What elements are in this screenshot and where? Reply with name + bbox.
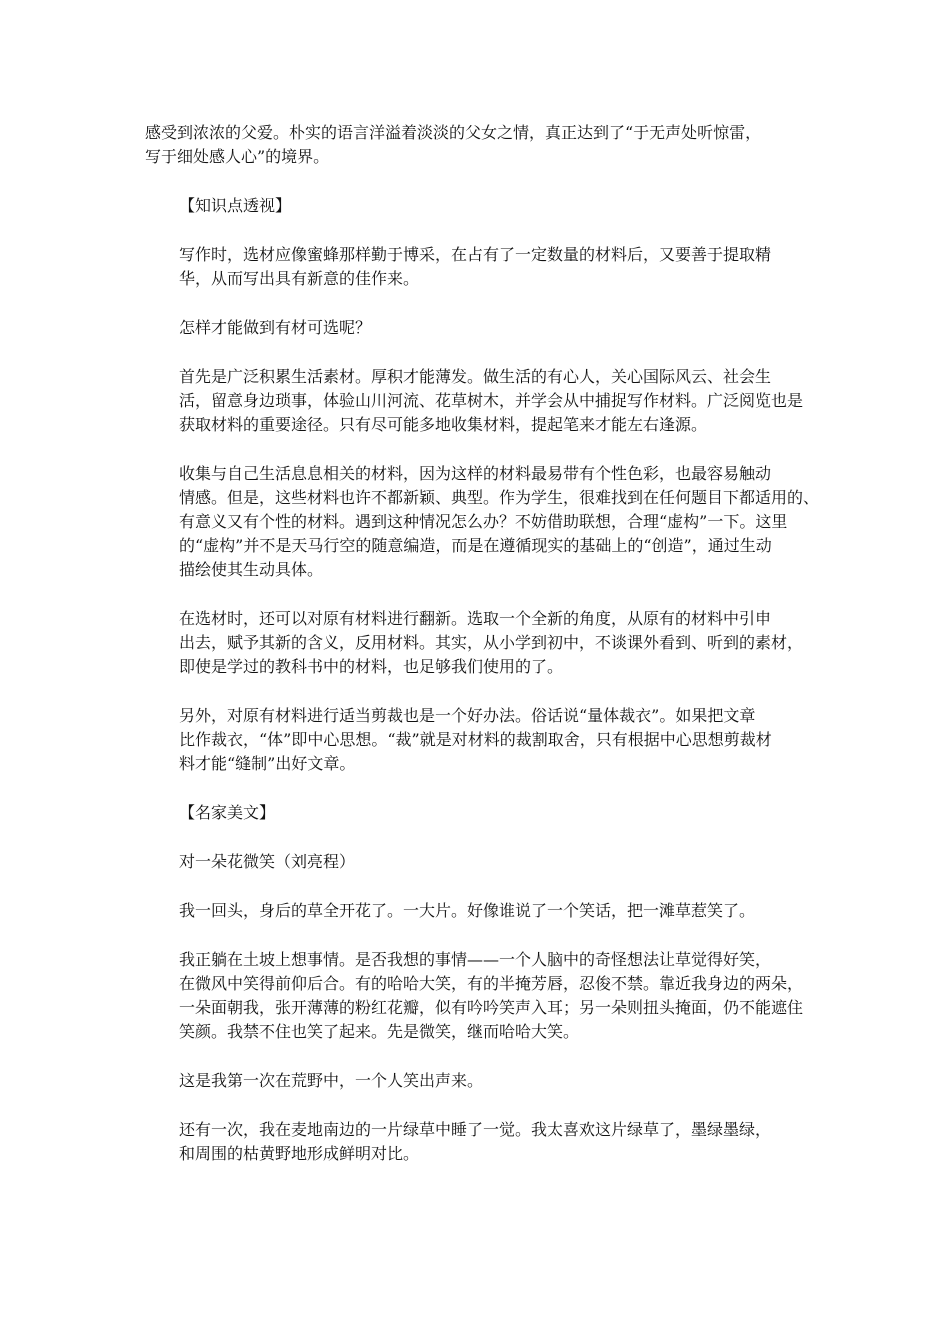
text-line: 料才能“缝制”出好文章。 [179, 754, 356, 773]
paragraph [145, 850, 810, 874]
text-line: 出去，赋予其新的含义，反用材料。其实，从小学到初中，不谈课外看到、听到的素材， [179, 633, 804, 652]
text-line: 和周围的枯黄野地形成鲜明对比。 [179, 1144, 420, 1163]
text-line: 活，留意身边琐事，体验山川河流、花草树木，并学会从中捕捉写作材料。广泛阅览也是 [179, 391, 804, 410]
paragraph [145, 462, 820, 582]
text-line: 写于细处感人心”的境界。 [145, 147, 330, 166]
text-line: 在微风中笑得前仰后合。有的哈哈大笑，有的半掩芳唇，忍俊不禁。靠近我身边的两朵， [179, 974, 804, 993]
paragraph [145, 316, 810, 340]
text-line: 【名家美文】 [179, 803, 276, 822]
text-line: 在选材时，还可以对原有材料进行翻新。选取一个全新的角度，从原有的材料中引申 [179, 609, 772, 628]
text-line: 对一朵花微笑（刘亮程） [179, 852, 356, 871]
paragraph [145, 801, 810, 825]
text-line: 获取材料的重要途径。只有尽可能多地收集材料，提起笔来才能左右逢源。 [179, 415, 708, 434]
paragraph [145, 1069, 810, 1093]
text-line: 我正躺在土坡上想事情。是否我想的事情——一个人脑中的奇怪想法让草觉得好笑， [179, 950, 772, 969]
paragraph [145, 899, 810, 923]
paragraph [145, 365, 810, 437]
paragraph [145, 194, 810, 218]
text-line: 有意义又有个性的材料。遇到这种情况怎么办？不妨借助联想，合理“虚构”一下。这里 [179, 512, 788, 531]
paragraph [145, 243, 810, 291]
paragraph [145, 1118, 810, 1166]
text-line: 一朵面朝我，张开薄薄的粉红花瓣，似有吟吟笑声入耳；另一朵则扭头掩面，仍不能遮住 [179, 998, 804, 1017]
text-line: 的“虚构”并不是天马行空的随意编造，而是在遵循现实的基础上的“创造”，通过生动 [179, 536, 772, 555]
text-line: 首先是广泛积累生活素材。厚积才能薄发。做生活的有心人，关心国际风云、社会生 [179, 367, 772, 386]
text-line: 笑颜。我禁不住也笑了起来。先是微笑，继而哈哈大笑。 [179, 1022, 580, 1041]
paragraph [145, 704, 810, 776]
paragraph [145, 607, 810, 679]
text-line: 情感。但是，这些材料也许不都新颖、典型。作为学生，很难找到在任何题目下都适用的、 [179, 488, 820, 507]
text-line: 我一回头，身后的草全开花了。一大片。好像谁说了一个笑话，把一滩草惹笑了。 [179, 901, 756, 920]
text-line: 【知识点透视】 [179, 196, 292, 215]
text-line: 华，从而写出具有新意的佳作来。 [179, 269, 420, 288]
text-line: 另外，对原有材料进行适当剪裁也是一个好办法。俗话说“量体裁衣”。如果把文章 [179, 706, 756, 725]
paragraph [145, 121, 810, 169]
text-line: 这是我第一次在荒野中，一个人笑出声来。 [179, 1071, 484, 1090]
text-line: 收集与自己生活息息相关的材料，因为这样的材料最易带有个性色彩，也最容易触动 [179, 464, 772, 483]
text-line: 怎样才能做到有材可选呢？ [179, 318, 372, 337]
text-line: 即使是学过的教科书中的材料，也足够我们使用的了。 [179, 657, 564, 676]
paragraph [145, 948, 810, 1044]
text-line: 比作裁衣，“体”即中心思想。“裁”就是对材料的裁割取舍，只有根据中心思想剪裁材 [179, 730, 772, 749]
text-line: 描绘使其生动具体。 [179, 560, 324, 579]
text-line: 感受到浓浓的父爱。朴实的语言洋溢着淡淡的父女之情，真正达到了“于无声处听惊雷， [145, 123, 762, 142]
document-body [145, 121, 820, 1191]
text-line: 还有一次，我在麦地南边的一片绿草中睡了一觉。我太喜欢这片绿草了，墨绿墨绿， [179, 1120, 772, 1139]
text-line: 写作时，选材应像蜜蜂那样勤于博采，在占有了一定数量的材料后，又要善于提取精 [179, 245, 772, 264]
